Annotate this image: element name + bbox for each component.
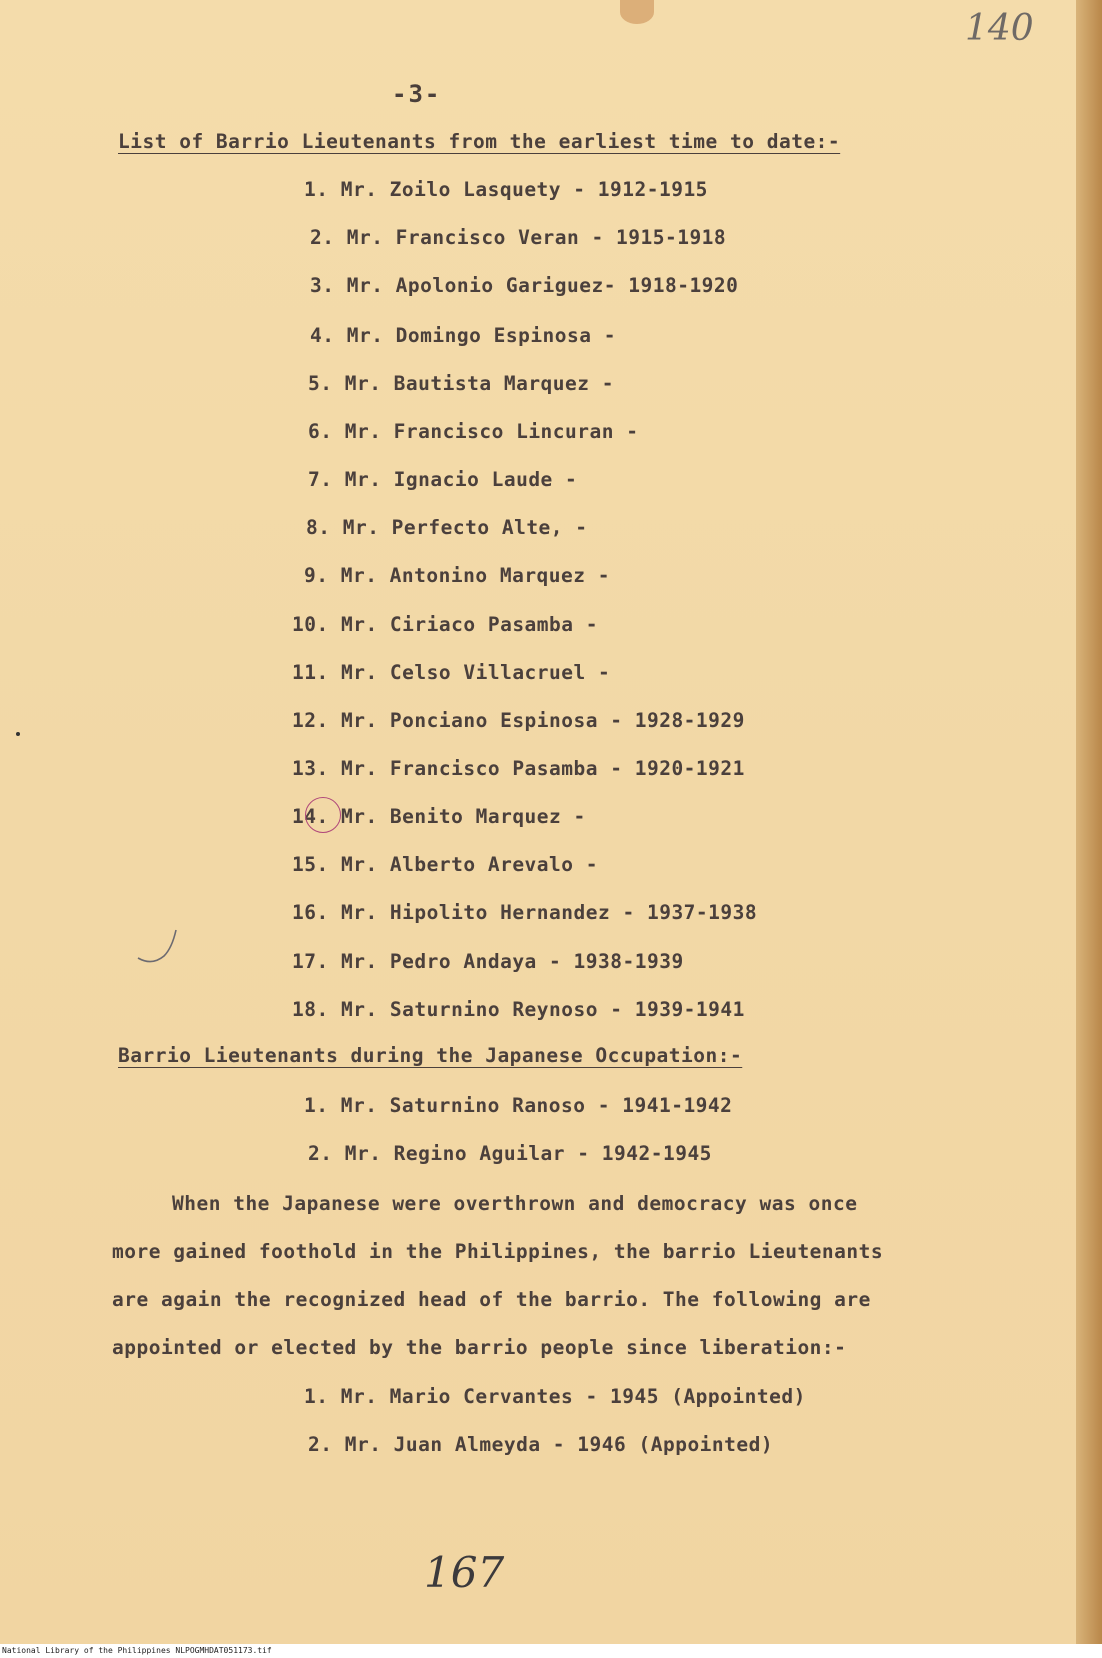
heading-barrio-lieutenants: List of Barrio Lieutenants from the earliest time to date:- [118, 130, 841, 153]
list-item: 14. Mr. Benito Marquez - [292, 805, 586, 828]
paragraph-line: appointed or elected by the barrio people since liberation:- [112, 1336, 847, 1359]
list-item: 18. Mr. Saturnino Reynoso - 1939-1941 [292, 998, 745, 1021]
page-edge [1076, 0, 1102, 1658]
paragraph-line: When the Japanese were overthrown and democracy was once [172, 1192, 858, 1215]
list-item: 2. Mr. Francisco Veran - 1915-1918 [310, 226, 727, 249]
list-item: 13. Mr. Francisco Pasamba - 1920-1921 [292, 757, 745, 780]
heading-japanese-occupation: Barrio Lieutenants during the Japanese Occupation:- [118, 1044, 743, 1067]
list-item: 2. Mr. Regino Aguilar - 1942-1945 [308, 1142, 712, 1165]
paper-stain [620, 0, 654, 24]
list-item: 9. Mr. Antonino Marquez - [304, 564, 610, 587]
list-item: 7. Mr. Ignacio Laude - [308, 468, 578, 491]
check-mark [134, 926, 184, 970]
list-item: 1. Mr. Mario Cervantes - 1945 (Appointed) [304, 1385, 806, 1408]
margin-dot [16, 732, 20, 736]
list-item: 15. Mr. Alberto Arevalo - [292, 853, 598, 876]
corner-page-note: 140 [965, 8, 1034, 49]
list-item: 8. Mr. Perfecto Alte, - [306, 516, 588, 539]
bottom-handwritten-number: 167 [424, 1548, 505, 1597]
archive-footer: National Library of the Philippines NLPOGMHDAT051173.tif [0, 1644, 1102, 1658]
list-item: 16. Mr. Hipolito Hernandez - 1937-1938 [292, 901, 758, 924]
list-item: 6. Mr. Francisco Lincuran - [308, 420, 639, 443]
item-13-circle-mark [305, 797, 341, 833]
list-item: 2. Mr. Juan Almeyda - 1946 (Appointed) [308, 1433, 774, 1456]
list-item: 12. Mr. Ponciano Espinosa - 1928-1929 [292, 709, 745, 732]
list-item: 17. Mr. Pedro Andaya - 1938-1939 [292, 950, 684, 973]
list-item: 1. Mr. Saturnino Ranoso - 1941-1942 [304, 1094, 733, 1117]
list-item: 1. Mr. Zoilo Lasquety - 1912-1915 [304, 178, 708, 201]
list-item: 11. Mr. Celso Villacruel - [292, 661, 611, 684]
list-item: 3. Mr. Apolonio Gariguez- 1918-1920 [310, 274, 739, 297]
list-item: 4. Mr. Domingo Espinosa - [310, 324, 616, 347]
list-item: 10. Mr. Ciriaco Pasamba - [292, 613, 598, 636]
paragraph-line: are again the recognized head of the barrio. The following are [112, 1288, 871, 1311]
paragraph-line: more gained foothold in the Philippines, the barrio Lieutenants [112, 1240, 884, 1263]
page-number: -3- [392, 80, 442, 108]
list-item: 5. Mr. Bautista Marquez - [308, 372, 614, 395]
